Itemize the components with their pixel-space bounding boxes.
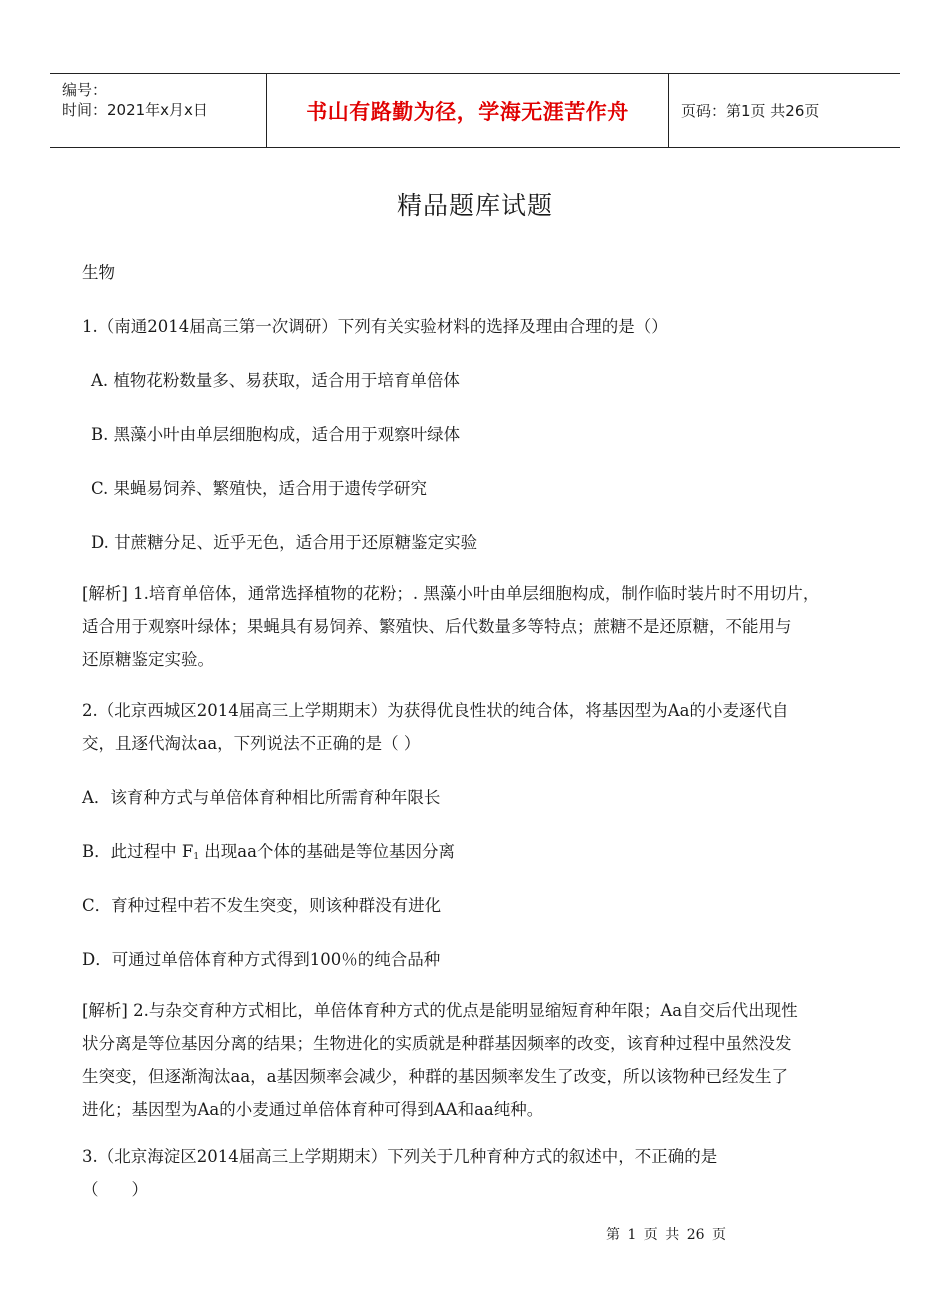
q1-stem: 1.（南通2014届高三第一次调研）下列有关实验材料的选择及理由合理的是（）	[82, 317, 668, 336]
q2-stem	[82, 694, 878, 760]
q2-option-a: A．该育种方式与单倍体育种相比所需育种年限长	[82, 788, 441, 807]
q2-option-b-subscript: 1	[193, 852, 200, 862]
header-meta	[50, 74, 266, 147]
q3-stem-line: （ ）	[82, 1180, 148, 1199]
q1-analysis	[82, 577, 878, 676]
subject-label: 生物	[82, 263, 115, 282]
header-motto-cell	[266, 74, 669, 147]
q1-option-a: A. 植物花粉数量多、易获取，适合用于培育单倍体	[91, 371, 460, 390]
q1-analysis-line: 适合用于观察叶绿体；果蝇具有易饲养、繁殖快、后代数量多等特点；蔗糖不是还原糖，不能用与	[82, 617, 792, 636]
q1-option-b: B. 黑藻小叶由单层细胞构成，适合用于观察叶绿体	[91, 425, 461, 444]
q1-option-d: D. 甘蔗糖分足、近乎无色，适合用于还原糖鉴定实验	[91, 533, 478, 552]
document-time: 时间：2021年x月x日	[62, 101, 208, 119]
q2-stem-line: 交，且逐代淘汰aa，下列说法不正确的是（ ）	[82, 734, 421, 753]
q2-analysis-line: 进化；基因型为Aa的小麦通过单倍体育种可得到AA和aa纯种。	[82, 1100, 544, 1119]
q2-option-b-pre: B．此过程中 F	[82, 842, 194, 861]
q1-analysis-line: [解析] 1.培育单倍体，通常选择植物的花粉；. 黑藻小叶由单层细胞构成，制作临时装片时不用切片，	[82, 584, 820, 603]
q2-option-c: C．育种过程中若不发生突变，则该种群没有进化	[82, 896, 442, 915]
page-header	[50, 73, 900, 148]
q2-analysis-line: 状分离是等位基因分离的结果；生物进化的实质就是种群基因频率的改变，该育种过程中虽然没发	[82, 1034, 792, 1053]
q2-stem-line: 2.（北京西城区2014届高三上学期期末）为获得优良性状的纯合体，将基因型为Aa的小麦逐代自	[82, 701, 789, 720]
q3-stem	[82, 1140, 878, 1206]
q2-analysis-line: 生突变，但逐渐淘汰aa，a基因频率会减少，种群的基因频率发生了改变，所以该物种已经发生了	[82, 1067, 789, 1086]
header-page-code: 页码：第1页 共26页	[681, 102, 820, 120]
q2-option-b-post: 出现aa个体的基础是等位基因分离	[199, 842, 455, 861]
q2-option-b	[82, 838, 455, 862]
q1-analysis-line: 还原糖鉴定实验。	[82, 650, 214, 669]
q2-option-d: D．可通过单倍体育种方式得到100％的纯合品种	[82, 950, 441, 969]
page-title: 精品题库试题	[396, 191, 553, 220]
document-number-label: 编号：	[62, 81, 108, 99]
q3-stem-line: 3.（北京海淀区2014届高三上学期期末）下列关于几种育种方式的叙述中，不正确的是	[82, 1147, 718, 1166]
header-motto: 书山有路勤为径，学海无涯苦作舟	[306, 99, 629, 124]
q1-option-c: C. 果蝇易饲养、繁殖快，适合用于遗传学研究	[91, 479, 428, 498]
q2-analysis	[82, 994, 878, 1126]
q2-analysis-line: [解析] 2.与杂交育种方式相比，单倍体育种方式的优点是能明显缩短育种年限；Aa自交后代出现性	[82, 1001, 798, 1020]
page-footer: 第 1 页 共 26 页	[606, 1227, 726, 1243]
